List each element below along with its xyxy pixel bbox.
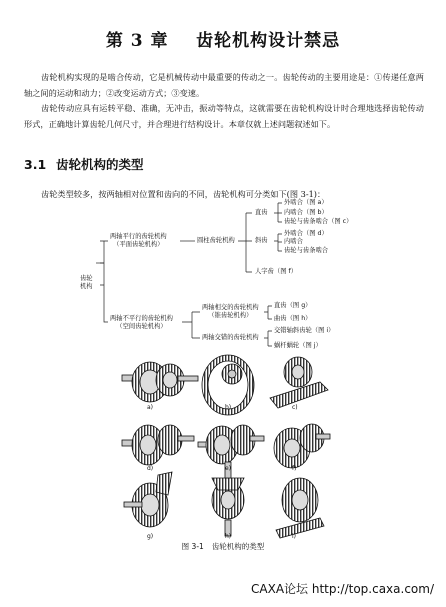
fig-label-d: d) [147,465,154,472]
tree-helical-item-1: 外啮合（图 d） [284,230,328,237]
figure-caption-text: 齿轮机构的类型 [211,542,265,551]
gear-g-illustration [124,472,172,527]
tree-root: 齿轮 机构 [80,275,93,290]
gear-h-illustration [212,462,244,536]
gear-e-illustration [198,425,264,464]
section-intro: 齿轮类型较多，按两轴相对位置和齿向的不同，齿轮机构可分类如下(图 3-1)： [41,189,326,199]
fig-label-b: b) [225,404,232,411]
tree-branch-nonparallel: 两轴不平行的齿轮机构 （空间齿轮机构） [110,315,173,330]
section-title: 齿轮机构的类型 [56,157,144,172]
tree-worm: 蜗杆蜗轮（图 j） [274,342,322,349]
fig-label-f: f) [292,465,297,472]
tree-helical-item-3: 齿轮与齿条啮合 [284,247,329,254]
tree-straight: 直齿 [255,209,268,216]
tree-crossed: 两轴交错的齿轮机构 [202,334,259,341]
gear-d-illustration [122,425,194,465]
tree-helical: 斜齿 [255,237,268,244]
tree-straight-item-3: 齿轮与齿条啮合（图 c） [284,218,353,225]
tree-straight-item-2: 内啮合（图 b） [284,209,328,216]
gear-i-illustration [276,478,324,538]
intro-paragraph-2: 齿轮传动应具有运转平稳、准确，无冲击，振动等特点，这就需要在齿轮机构设计时合理地选择齿轮传动形式，正确地计算齿轮几何尺寸，并合理进行结构设计。本章仅就上述问题叙述如下。 [24,103,424,129]
tree-straight-item-1: 外啮合（图 a） [284,199,328,206]
tree-bevel-straight: 直齿（图 g） [274,302,312,309]
gear-f-illustration [274,424,330,468]
section-number: 3.1 [24,157,47,172]
figure-caption [0,541,446,552]
gear-c-illustration [270,357,328,408]
figure-caption-number: 图 3-1 [181,542,204,551]
chapter-number: 第 3 章 [105,31,169,51]
tree-branch-parallel: 两轴平行的齿轮机构 （平面齿轮机构） [110,233,167,248]
tree-crossed-helical: 交错轴斜齿轮（图 i） [274,327,335,334]
forum-watermark: CAXA论坛 http://top.caxa.com/ [251,582,434,596]
fig-label-i: i) [292,533,297,540]
chapter-title: 齿轮机构设计禁忌 [196,31,341,51]
fig-label-a: a) [147,404,154,411]
fig-label-h: h) [225,533,232,540]
fig-label-g: g) [147,533,154,540]
tree-cylindrical: 圆柱齿轮机构 [197,237,235,244]
intro-paragraph-1: 齿轮机构实现的是啮合传动，它是机械传动中最重要的传动之一。齿轮传动的主要用途是：①传递任意两轴之间的运动和动力；②改变运动方式；③变速。 [24,72,424,98]
tree-herringbone: 人字齿（图 f） [255,268,297,275]
tree-helical-item-2: 内啮合 [284,238,303,245]
fig-label-e: e) [225,465,232,472]
gear-a-illustration [122,362,198,402]
fig-label-c: c) [292,404,298,411]
tree-bevel-curved: 曲齿（图 h） [274,315,312,322]
gear-illustrations [0,350,446,560]
tree-intersecting: 两轴相交的齿轮机构 （锥齿轮机构） [202,304,259,319]
